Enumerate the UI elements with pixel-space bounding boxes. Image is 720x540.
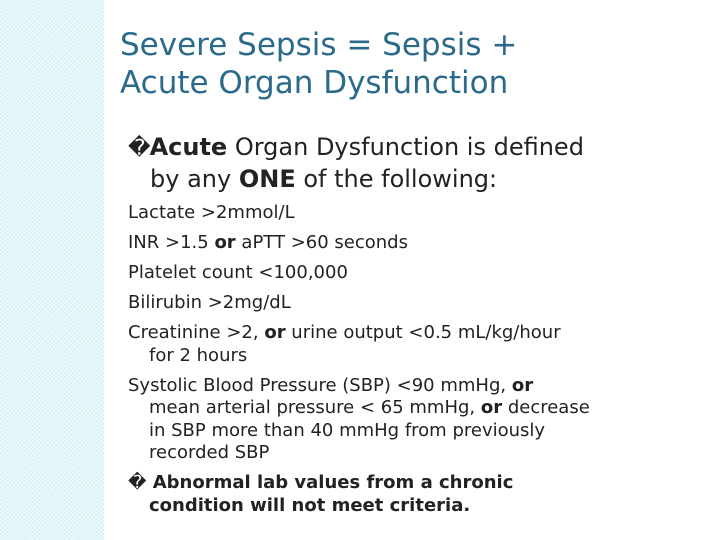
criterion-continuation: recorded SBP [149, 442, 270, 463]
or-keyword: or [214, 232, 236, 253]
bullet-icon: � [128, 136, 150, 161]
criterion-lactate [128, 202, 713, 225]
inr-text: INR >1.5 [128, 232, 215, 253]
note-text-2: condition will not meet criteria. [149, 494, 471, 516]
title-line-2: Acute Organ Dysfunction [120, 65, 509, 101]
lead-bullet [128, 132, 708, 195]
criterion-text [128, 375, 713, 398]
note-text-1: Abnormal lab values from a chronic [146, 472, 514, 493]
map-text: mean arterial pressure < 65 mmHg, [149, 397, 481, 418]
decrease-text: decrease [502, 397, 590, 418]
criterion-platelet [128, 262, 713, 285]
decorative-side-band [0, 0, 104, 540]
lead-text-2c: of the following: [295, 165, 498, 193]
creatinine-text: Creatinine >2, [128, 322, 265, 343]
criterion-text [128, 322, 713, 345]
lead-line-2 [128, 164, 708, 195]
criterion-sbp [128, 375, 713, 465]
bullet-icon: � [128, 472, 147, 493]
criterion-creatinine [128, 322, 713, 367]
or-keyword: or [264, 322, 286, 343]
lead-bold-word: Acute [149, 133, 228, 161]
criterion-continuation [128, 397, 713, 420]
slide-title [120, 26, 700, 102]
criterion-bilirubin [128, 292, 713, 315]
or-keyword: or [511, 374, 534, 396]
urine-output-text: urine output <0.5 mL/kg/hour [285, 322, 561, 343]
criterion-text: Bilirubin >2mg/dL [128, 292, 291, 313]
criterion-text: Platelet count <100,000 [128, 262, 348, 283]
lead-line-1 [128, 132, 708, 164]
criterion-inr [128, 232, 713, 255]
criterion-continuation: for 2 hours [149, 344, 248, 366]
or-keyword: or [480, 397, 503, 418]
criterion-continuation: in SBP more than 40 mmHg from previously [149, 419, 546, 441]
lead-text-1: Organ Dysfunction is defined [227, 133, 584, 161]
criteria-list [128, 202, 713, 525]
lead-bold-one: ONE [238, 165, 296, 193]
lead-text-2a: by any [150, 165, 239, 193]
note-abnormal-labs [128, 472, 713, 517]
title-line-1: Severe Sepsis = Sepsis + [120, 27, 518, 63]
note-line-2 [128, 495, 713, 518]
sbp-text: Systolic Blood Pressure (SBP) <90 mmHg, [128, 374, 512, 396]
criterion-text: Lactate >2mmol/L [128, 202, 295, 223]
criterion-text [128, 232, 713, 255]
aptt-text: aPTT >60 seconds [235, 232, 408, 253]
note-line-1 [128, 472, 713, 495]
